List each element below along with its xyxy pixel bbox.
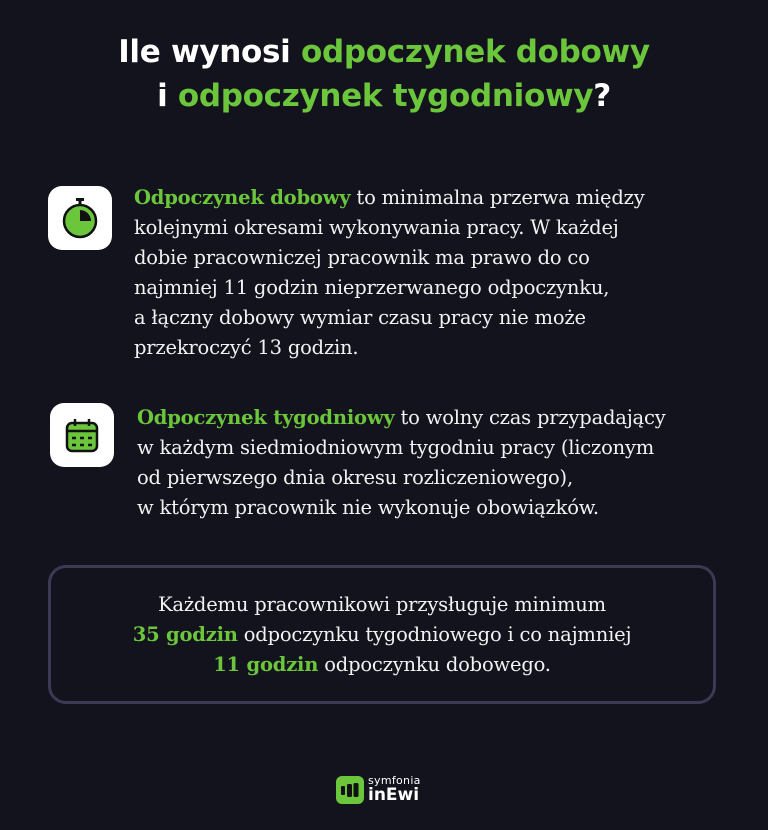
section-highlight: Odpoczynek dobowy xyxy=(134,186,351,209)
calendar-icon xyxy=(62,415,102,455)
title-green: odpoczynek dobowy xyxy=(300,34,650,70)
title-green: odpoczynek tygodniowy xyxy=(177,78,594,114)
logo-bottom-text: inEwi xyxy=(368,785,420,805)
text-line: w każdym siedmiodniowym tygodniu pracy (liczonym xyxy=(137,436,655,459)
text-line: najmniej 11 godzin nieprzerwanego odpoczynku, xyxy=(134,276,610,299)
summary-highlight: 35 godzin xyxy=(132,622,238,646)
logo-mark-icon xyxy=(336,776,364,804)
page-title xyxy=(0,30,768,118)
logo-top-text: symfonia xyxy=(368,774,421,787)
section-highlight: Odpoczynek tygodniowy xyxy=(137,406,395,429)
title-white: Ile wynosi xyxy=(118,34,301,70)
summary-highlight: 11 godzin xyxy=(213,652,319,676)
section-text xyxy=(137,403,666,523)
summary-line: Każdemu pracownikowi przysługuje minimum xyxy=(158,592,606,616)
text-line: w którym pracownik nie wykonuje obowiązków. xyxy=(137,496,599,519)
calendar-icon-box xyxy=(50,403,114,467)
section-daily-rest xyxy=(48,186,645,363)
stopwatch-icon-box xyxy=(48,186,112,250)
text-line: to minimalna przerwa między xyxy=(350,186,645,209)
text-line: kolejnymi okresami wykonywania pracy. W każdej xyxy=(134,216,619,239)
stopwatch-icon xyxy=(60,196,100,240)
summary-line: odpoczynku tygodniowego i co najmniej xyxy=(237,622,632,646)
title-white: i xyxy=(157,78,178,114)
summary-box xyxy=(48,565,716,704)
text-line: to wolny czas przypadający xyxy=(394,406,666,429)
text-line: przekroczyć 13 godzin. xyxy=(134,336,359,359)
text-line: a łączny dobowy wymiar czasu pracy nie może xyxy=(134,306,586,329)
title-end: ? xyxy=(593,78,611,114)
text-line: od pierwszego dnia okresu rozliczeniowego), xyxy=(137,466,573,489)
summary-line: odpoczynku dobowego. xyxy=(318,652,551,676)
brand-logo xyxy=(336,775,421,804)
section-text xyxy=(134,183,645,363)
text-line: dobie pracowniczej pracownik ma prawo do co xyxy=(134,246,590,269)
section-weekly-rest xyxy=(50,403,666,523)
